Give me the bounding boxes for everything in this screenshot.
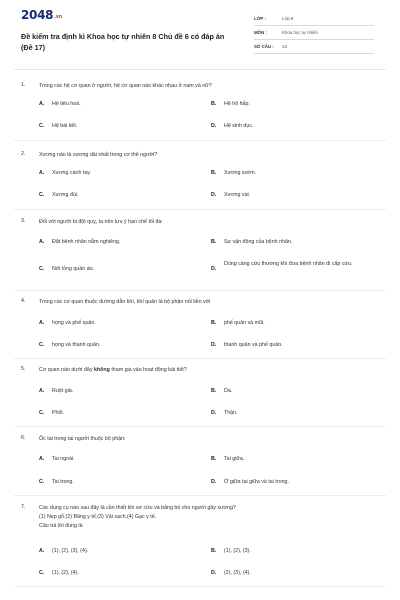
question-divider xyxy=(14,140,386,141)
question-divider xyxy=(14,426,386,427)
question-number: 4. xyxy=(21,298,26,304)
question-divider xyxy=(14,358,386,359)
meta-label: LỚP : xyxy=(254,16,266,21)
question-divider xyxy=(14,290,386,291)
meta-row-subject xyxy=(254,28,374,40)
question-number: 7. xyxy=(21,504,26,510)
question-divider xyxy=(14,586,386,587)
site-logo[interactable]: 2048.vn xyxy=(21,8,63,22)
question-text-line-3: Câu trả lời đúng là xyxy=(39,523,83,529)
meta-value: 13 xyxy=(282,44,287,49)
question-text: Cơ quan nào dưới đây không tham gia vào hoạt động bài tiết? xyxy=(39,367,187,373)
question-text: Đối với người bị đột quỵ, ta nên lưu ý hạn chế tối đa: xyxy=(39,219,163,225)
question-text-line-2: (1) Nẹp gỗ.(2) Băng y tế.(3) Vải sạch.(4) Gạc y tế. xyxy=(39,514,157,520)
meta-row-count xyxy=(254,42,374,54)
meta-label: SỐ CÂU : xyxy=(254,44,274,49)
meta-label: MÔN : xyxy=(254,30,267,35)
question-number: 2. xyxy=(21,151,26,157)
emphasis-text: không xyxy=(93,367,110,373)
header-divider xyxy=(14,69,386,70)
question-number: 1. xyxy=(21,82,26,88)
question-text: Trong các cơ quan thuộc đường dẫn khí, khí quản là bộ phận nối liền với xyxy=(39,299,211,305)
question-number: 6. xyxy=(21,435,26,441)
question-divider xyxy=(14,209,386,210)
document-header xyxy=(0,0,400,64)
meta-value: Khoa học tự nhiên xyxy=(282,30,318,35)
question-divider xyxy=(14,495,386,496)
meta-row-class xyxy=(254,14,374,26)
question-text: Trong các hệ cơ quan ở người, hệ cơ quan nào khác nhau ở nam và nữ? xyxy=(39,83,212,89)
question-text-line-1: Các dụng cụ nào sau đây là cần thiết khi sơ cứu và băng bó cho người gãy xương? xyxy=(39,505,236,511)
question-number: 5. xyxy=(21,366,26,372)
question-number: 3. xyxy=(21,218,26,224)
document-meta xyxy=(254,14,374,56)
document-title: Đề kiểm tra định kì Khoa học tự nhiên 8 Chủ đề 6 có đáp án (Đề 17) xyxy=(21,32,225,52)
question-text: Xương nào là xương dài nhất trong cơ thể người? xyxy=(39,152,158,158)
meta-value: Lớp 8 xyxy=(282,16,294,21)
question-text: Ốc tai trong tai người thuộc bộ phận: xyxy=(39,436,126,442)
